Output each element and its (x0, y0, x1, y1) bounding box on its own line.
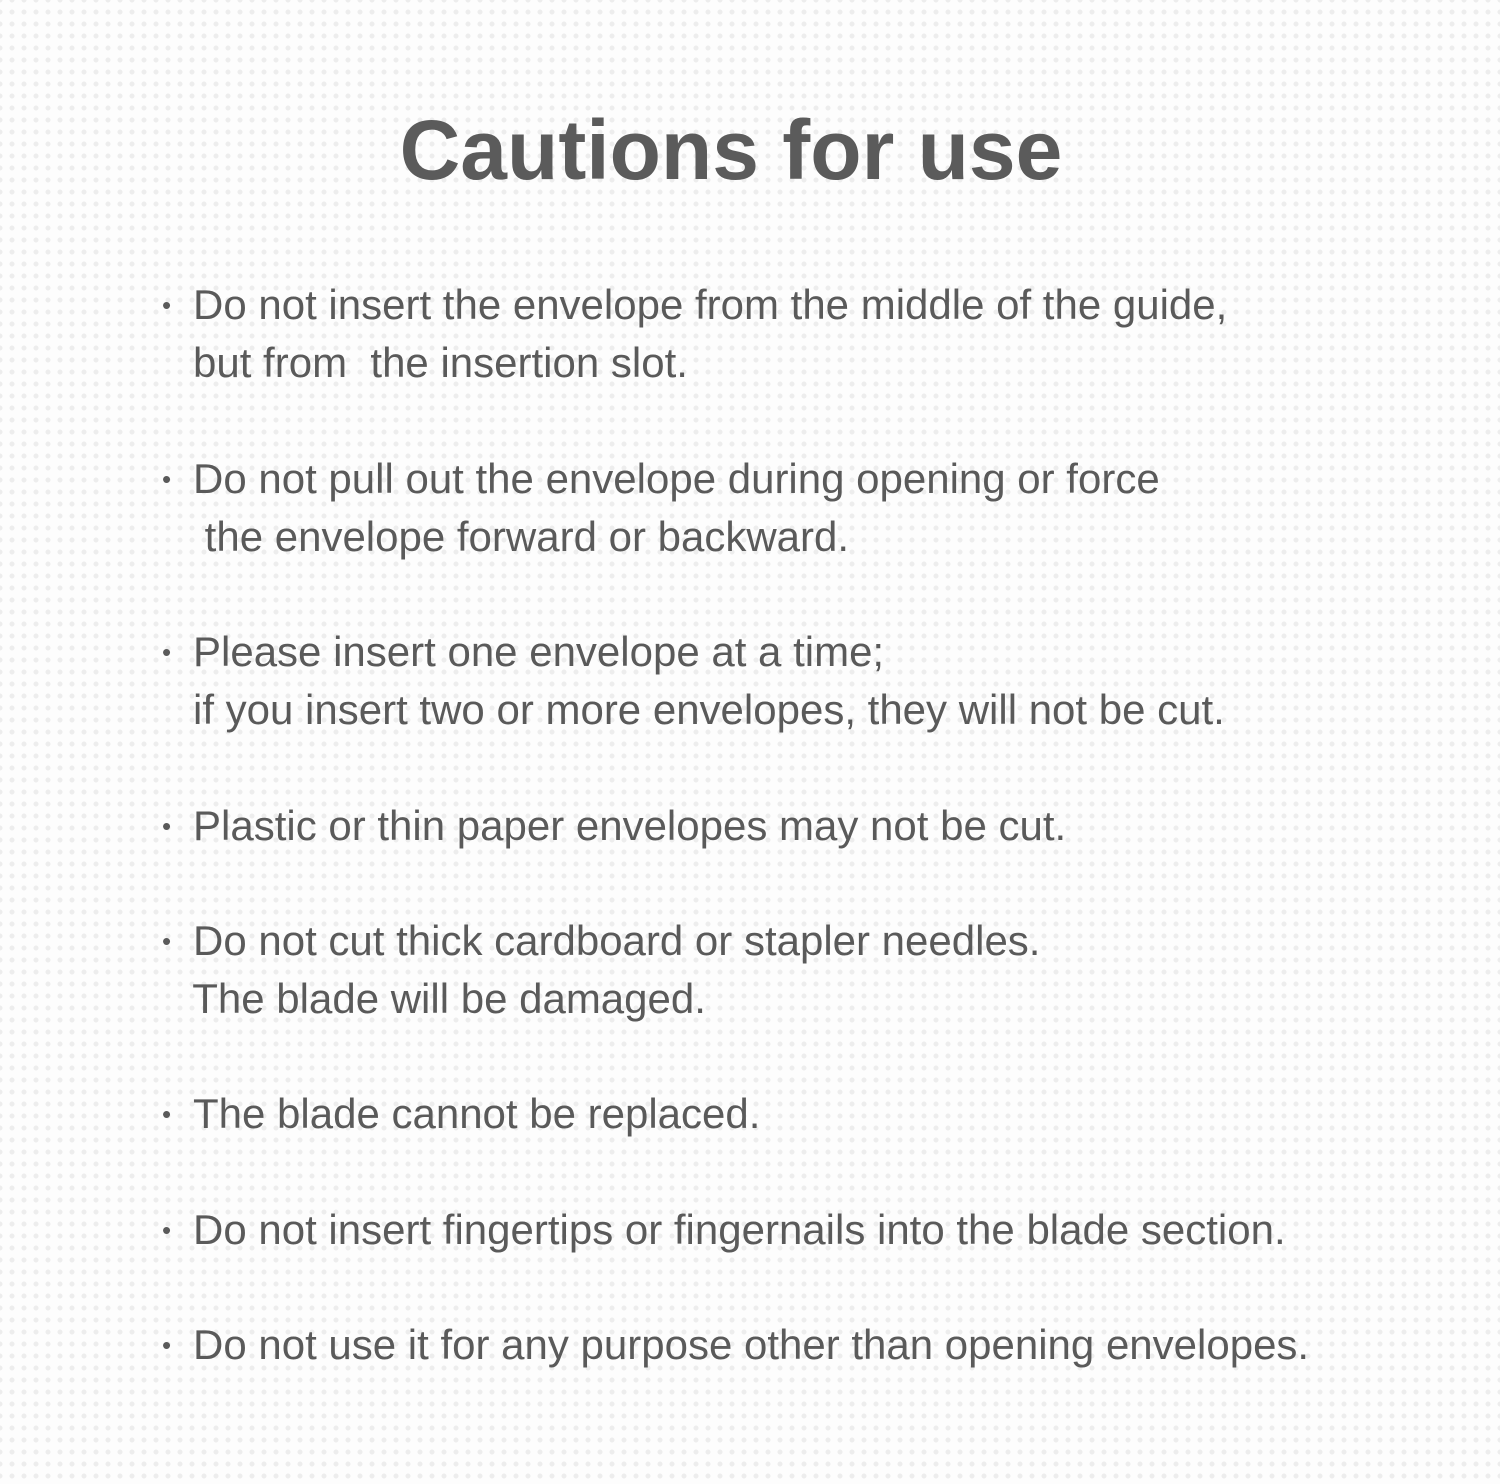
bullet-dot-icon: • (162, 811, 172, 841)
caution-item (158, 1201, 1478, 1259)
caution-item (158, 912, 1478, 1028)
caution-text: Please insert one envelope at a time; (193, 628, 885, 675)
caution-text: Do not cut thick cardboard or stapler needles. (193, 917, 1041, 964)
caution-text: Do not pull out the envelope during opening or force (193, 455, 1160, 502)
bullet-dot-icon: • (162, 1215, 172, 1245)
caution-text: Do not insert the envelope from the middle of the guide, (193, 281, 1228, 328)
caution-item (158, 450, 1478, 566)
caution-item (158, 1316, 1478, 1374)
caution-text-continued: The blade will be damaged. (158, 975, 706, 1022)
caution-text-continued: the envelope forward or backward. (158, 513, 850, 560)
caution-text: Do not use it for any purpose other than opening envelopes. (193, 1321, 1310, 1368)
bullet-dot-icon: • (162, 1330, 172, 1360)
caution-item (158, 797, 1478, 855)
bullet-dot-icon: • (162, 290, 172, 320)
caution-item (158, 623, 1478, 739)
bullet-dot-icon: • (162, 464, 172, 494)
caution-text: Plastic or thin paper envelopes may not be cut. (193, 802, 1067, 849)
caution-text-continued: but from the insertion slot. (158, 339, 688, 386)
bullet-dot-icon: • (162, 637, 172, 667)
caution-item (158, 276, 1478, 392)
bullet-dot-icon: • (162, 1099, 172, 1129)
caution-text: Do not insert fingertips or fingernails into the blade section. (193, 1206, 1286, 1253)
caution-item (158, 1085, 1478, 1143)
caution-text: The blade cannot be replaced. (193, 1090, 761, 1137)
page-title: Cautions for use (399, 103, 1063, 197)
bullet-dot-icon: • (162, 926, 172, 956)
caution-text-continued: if you insert two or more envelopes, they will not be cut. (158, 686, 1225, 733)
